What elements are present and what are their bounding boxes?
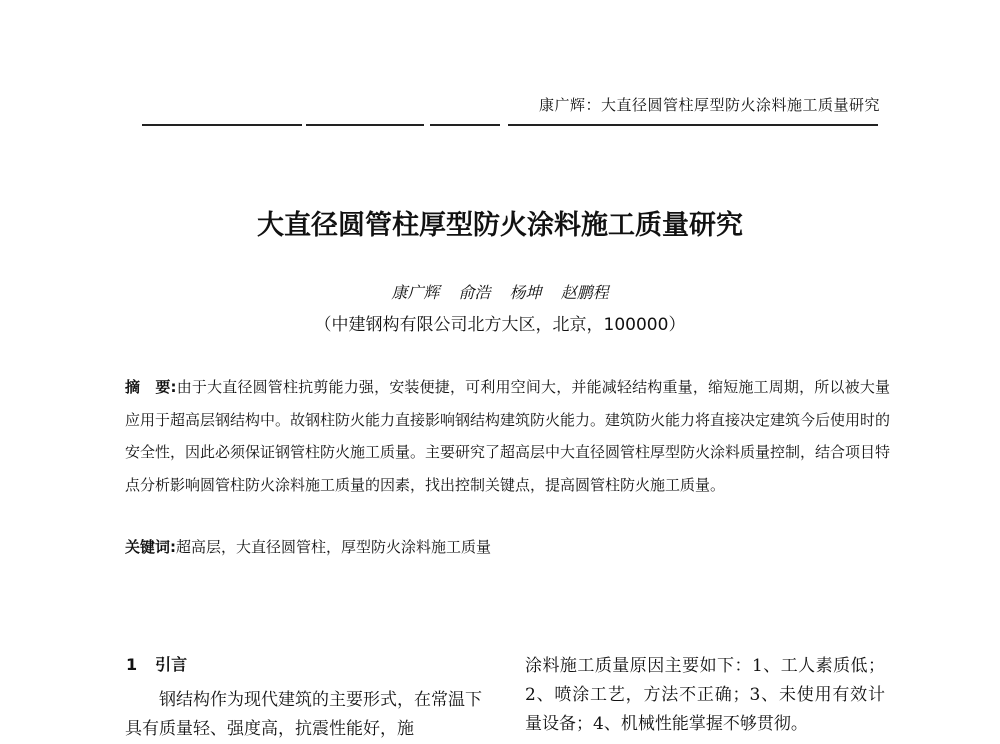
keywords bbox=[125, 531, 890, 563]
author-name: 杨坤 bbox=[509, 283, 542, 302]
article-title: 大直径圆管柱厚型防火涂料施工质量研究 bbox=[257, 210, 743, 241]
author-name: 康广辉 bbox=[391, 283, 440, 302]
abstract-text: 由于大直径圆管柱抗剪能力强，安装便捷，可利用空间大，并能减轻结构重量，缩短施工周期，所以被大量应用于超高层钢结构中。故钢柱防火能力直接影响钢结构建筑防火能力。建筑防火能力将直接决定建筑今后使用时的安全性，因此必须保证钢管柱防火施工质量。主要研究了超高层中大直径圆管柱厚型防火涂料质量控制，结合项目特点分析影响圆管柱防火涂料施工质量的因素，找出控制关键点，提高圆管柱防火施工质量。 bbox=[125, 378, 891, 494]
section-heading bbox=[126, 652, 187, 675]
abstract bbox=[125, 371, 890, 501]
header-rule bbox=[306, 124, 424, 126]
header-rule bbox=[430, 124, 500, 126]
header-rule bbox=[142, 124, 302, 126]
keywords-text: 超高层，大直径圆管柱，厚型防火涂料施工质量 bbox=[176, 538, 492, 556]
section-title: 引言 bbox=[155, 655, 188, 674]
author-name: 俞浩 bbox=[458, 283, 491, 302]
section-number: 1 bbox=[126, 655, 138, 674]
header-rule bbox=[508, 124, 878, 126]
affiliation: （中建钢构有限公司北方大区，北京，100000） bbox=[314, 315, 686, 335]
author-name: 赵鹏程 bbox=[560, 283, 609, 302]
keywords-label: 关键词: bbox=[125, 538, 176, 556]
author-list bbox=[0, 280, 1000, 303]
left-column-text: 钢结构作为现代建筑的主要形式，在常温下具有质量轻、强度高，抗震性能好，施 bbox=[125, 690, 482, 739]
right-column-text: 涂料施工质量原因主要如下：1、工人素质低；2、喷涂工艺，方法不正确；3、未使用有效计量设备；4、机械性能掌握不够贯彻。 bbox=[525, 656, 885, 734]
running-head: 康广辉：大直径圆管柱厚型防火涂料施工质量研究 bbox=[538, 96, 880, 114]
abstract-label: 摘 要: bbox=[125, 378, 177, 396]
